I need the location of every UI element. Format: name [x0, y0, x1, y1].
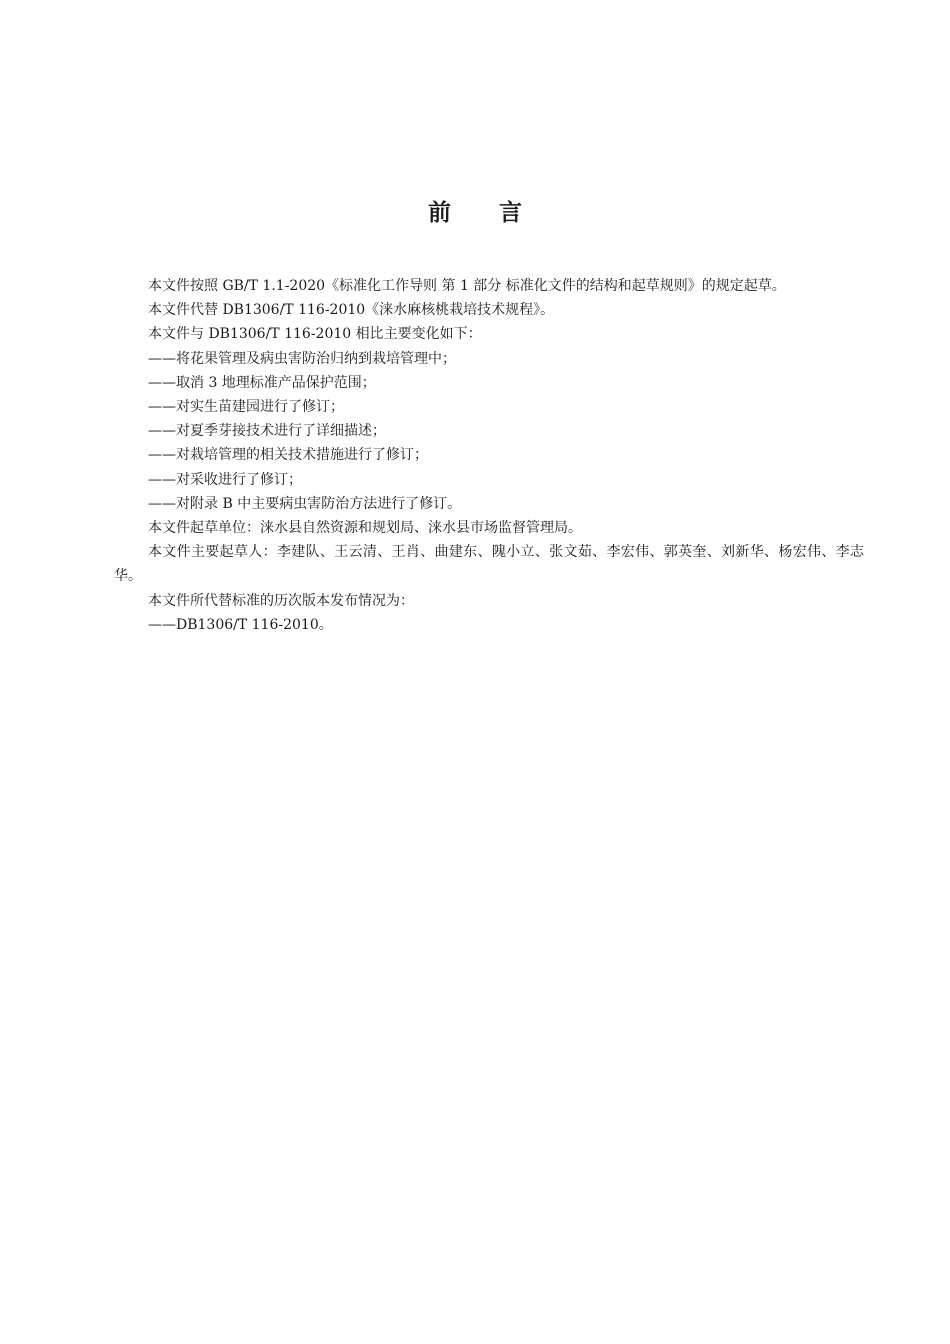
paragraph-version-history: 本文件所代替标准的历次版本发布情况为： [148, 592, 414, 609]
change-item: ——对采收进行了修订； [148, 471, 302, 488]
change-item: ——取消 3 地理标准产品保护范围； [148, 374, 376, 391]
page-title [0, 196, 950, 230]
change-item: ——对栽培管理的相关技术措施进行了修订； [148, 447, 428, 464]
paragraph-drafting-units: 本文件起草单位：涞水县自然资源和规划局、涞水县市场监督管理局。 [148, 520, 582, 537]
version-item: ——DB1306/T 116-2010。 [148, 616, 333, 633]
change-item: ——将花果管理及病虫害防治归纳到栽培管理中； [148, 350, 456, 367]
paragraph-replaces: 本文件代替 DB1306/T 116-2010《涞水麻核桃栽培技术规程》。 [148, 302, 555, 319]
paragraph-changes-intro: 本文件与 DB1306/T 116-2010 相比主要变化如下： [148, 326, 482, 343]
title-char-2: 言 [499, 200, 522, 226]
change-item: ——对实生苗建园进行了修订； [148, 399, 344, 416]
change-item: ——对附录 B 中主要病虫害防治方法进行了修订。 [148, 495, 462, 512]
change-item: ——对夏季芽接技术进行了详细描述； [148, 423, 386, 440]
paragraph-drafting-basis: 本文件按照 GB/T 1.1-2020《标准化工作导则 第 1 部分 标准化文件的结构和起草规则》的规定起草。 [148, 278, 786, 294]
title-char-1: 前 [428, 200, 451, 226]
foreword-body [114, 274, 864, 637]
paragraph-drafters: 本文件主要起草人：李建队、王云清、王肖、曲建东、隗小立、张文茹、李宏伟、郭英奎、刘新华、杨宏伟、李志华。 [114, 544, 864, 585]
